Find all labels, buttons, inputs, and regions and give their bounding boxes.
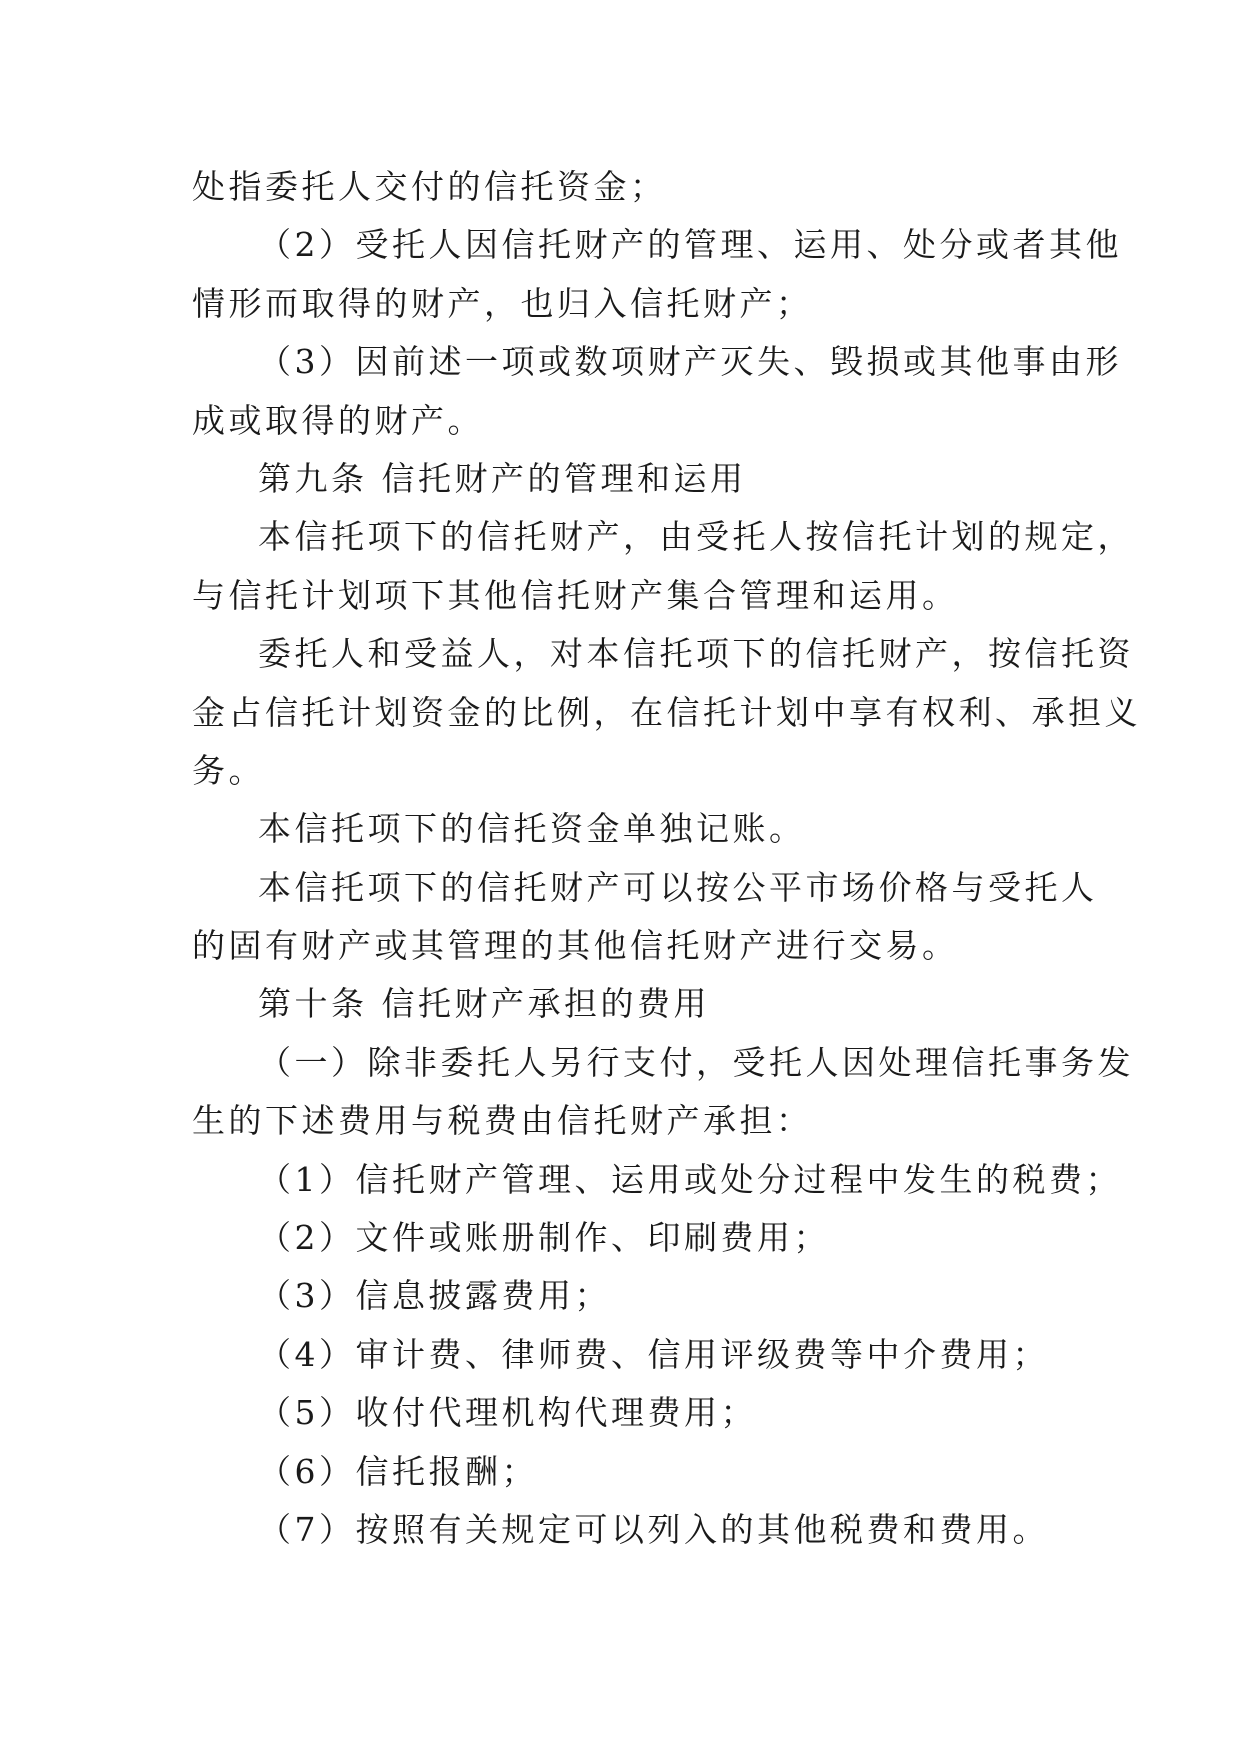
document-body	[192, 158, 1141, 1559]
text-line: 的固有财产或其管理的其他信托财产进行交易。	[192, 926, 959, 966]
text-line: （2）文件或账册制作、印刷费用；	[258, 1218, 830, 1258]
text-line: 委托人和受益人，对本信托项下的信托财产，按信托资	[258, 634, 1134, 674]
text-line: 本信托项下的信托财产，由受托人按信托计划的规定，	[258, 517, 1134, 557]
text-line: （3）信息披露费用；	[258, 1276, 611, 1316]
text-line: （2）受托人因信托财产的管理、运用、处分或者其他	[258, 225, 1122, 265]
text-line: （7）按照有关规定可以列入的其他税费和费用。	[258, 1509, 1049, 1549]
text-line: 本信托项下的信托财产可以按公平市场价格与受托人	[258, 867, 1098, 907]
text-line: 第九条 信托财产的管理和运用	[258, 458, 747, 498]
text-line: 本信托项下的信托资金单独记账。	[258, 809, 806, 849]
text-line: 生的下述费用与税费由信托财产承担：	[192, 1101, 813, 1141]
text-line: 金占信托计划资金的比例，在信托计划中享有权利、承担义	[192, 692, 1141, 732]
text-line: （4）审计费、律师费、信用评级费等中介费用；	[258, 1334, 1049, 1374]
text-line: （3）因前述一项或数项财产灭失、毁损或其他事由形	[258, 342, 1122, 382]
text-line: 与信托计划项下其他信托财产集合管理和运用。	[192, 575, 959, 615]
text-line: 情形而取得的财产，也归入信托财产；	[192, 283, 813, 323]
text-line: （1）信托财产管理、运用或处分过程中发生的税费；	[258, 1159, 1122, 1199]
text-line: 成或取得的财产。	[192, 400, 484, 440]
text-line: 务。	[192, 750, 265, 790]
text-line: （一）除非委托人另行支付，受托人因处理信托事务发	[258, 1042, 1134, 1082]
text-line: （5）收付代理机构代理费用；	[258, 1393, 757, 1433]
text-line: 第十条 信托财产承担的费用	[258, 984, 710, 1024]
text-line: （6）信托报酬；	[258, 1451, 538, 1491]
text-line: 处指委托人交付的信托资金；	[192, 167, 667, 206]
